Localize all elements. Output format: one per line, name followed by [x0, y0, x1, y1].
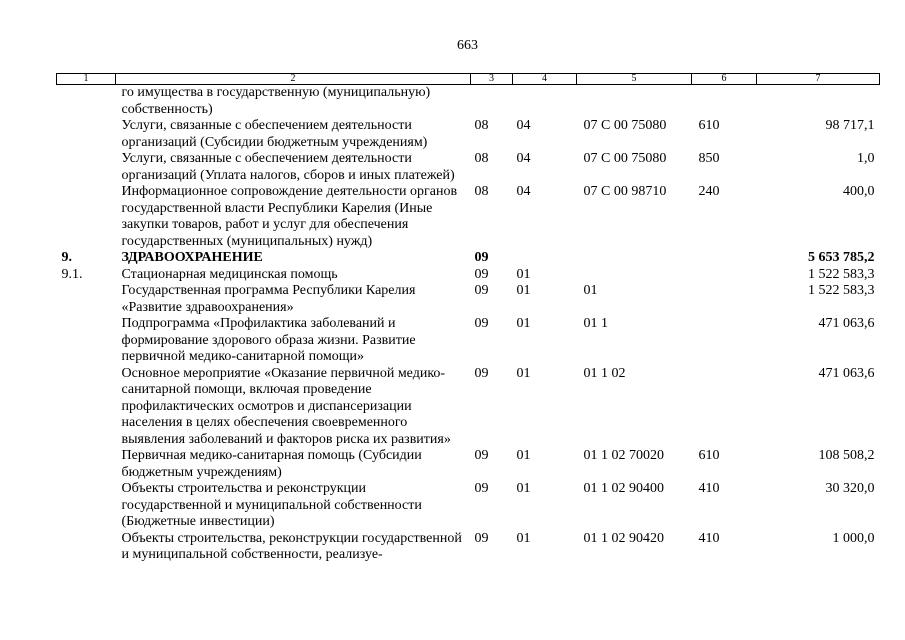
amount-cell: 471 063,6 [818, 316, 875, 331]
row-name-cell: Объекты строительства, реконструкции государственной и муниципальной собственности, реализуе- [121, 530, 462, 562]
subsection-code-cell: 04 [516, 118, 531, 133]
row-number-cell [57, 481, 116, 531]
row-number-cell [57, 184, 116, 250]
amount-cell: 400,0 [843, 184, 875, 199]
target-article-cell: 01 1 [583, 316, 608, 331]
row-name-cell: Информационное сопровождение деятельности органов государственной власти Республики Карелия (Иные закупки товаров, работ и услуг для обеспечения государственных (муниципальных) нужд) [121, 184, 458, 249]
subsection-code-cell: 01 [516, 365, 531, 381]
section-code-cell [471, 85, 513, 119]
row-name-cell: Государственная программа Республики Карелия «Развитие здравоохранения» [121, 283, 416, 315]
subsection-code-cell: 01 [516, 266, 531, 282]
target-article-cell: 07 С 00 75080 [583, 118, 667, 133]
amount-cell: 1,0 [857, 151, 875, 166]
section-code-cell: 09 [474, 250, 489, 265]
row-name-cell: го имущества в государственную (муниципальную) собственность) [121, 85, 431, 117]
table-row [57, 316, 880, 366]
row-number-cell: 9.1. [61, 266, 83, 282]
row-name-cell: Первичная медико-санитарная помощь (Субсидии бюджетным учреждениям) [121, 448, 422, 480]
expense-type-cell: 410 [698, 481, 720, 496]
subsection-code-cell: 01 [516, 316, 531, 331]
amount-cell: 471 063,6 [818, 365, 875, 381]
subsection-code-cell: 01 [516, 283, 531, 298]
amount-cell: 5 653 785,2 [808, 250, 875, 265]
section-code-cell: 09 [474, 530, 489, 546]
header-col-6: 6 [692, 74, 757, 85]
target-article-cell [577, 85, 692, 119]
row-number-cell [57, 366, 116, 449]
subsection-code-cell [513, 85, 577, 119]
table-body [57, 85, 880, 564]
section-code-cell: 09 [474, 316, 489, 331]
table-row [57, 448, 880, 481]
row-name-cell: Услуги, связанные с обеспечением деятельности организаций (Уплата налогов, сборов и иных платежей) [121, 151, 455, 183]
header-col-2: 2 [116, 74, 471, 85]
amount-cell: 1 000,0 [832, 530, 875, 546]
table-row [57, 283, 880, 316]
header-row [57, 74, 880, 85]
subsection-code-cell: 01 [516, 448, 531, 463]
row-name-cell: Стационарная медицинская помощь [121, 266, 338, 282]
row-number-cell [57, 448, 116, 481]
target-article-cell [577, 267, 692, 284]
subsection-code-cell: 01 [516, 530, 531, 546]
section-code-cell: 09 [474, 481, 489, 496]
target-article-cell: 07 С 00 98710 [583, 184, 667, 199]
expense-type-cell: 610 [698, 448, 720, 463]
expense-type-cell [692, 267, 757, 284]
expense-type-cell [692, 366, 757, 449]
subsection-code-cell: 04 [516, 184, 531, 199]
section-code-cell: 08 [474, 184, 489, 199]
amount-cell: 30 320,0 [825, 481, 875, 496]
row-number-cell [57, 85, 116, 119]
expense-type-cell: 850 [698, 151, 720, 166]
amount-cell: 98 717,1 [825, 118, 875, 133]
section-code-cell: 09 [474, 283, 489, 298]
table-row [57, 481, 880, 531]
table-row [57, 85, 880, 119]
section-code-cell: 08 [474, 151, 489, 166]
table-row [57, 531, 880, 564]
amount-cell: 1 522 583,3 [808, 283, 875, 298]
subsection-code-cell [513, 250, 577, 267]
row-name-cell: ЗДРАВООХРАНЕНИЕ [121, 250, 263, 265]
row-number-cell [57, 283, 116, 316]
table-row [57, 250, 880, 267]
table-row [57, 267, 880, 284]
expense-type-cell [692, 283, 757, 316]
row-name-cell: Подпрограмма «Профилактика заболеваний и формирование здорового образа жизни. Развитие первичной медико-санитарной помощи» [121, 316, 416, 364]
page-number: 663 [457, 38, 478, 53]
header-col-7: 7 [757, 74, 880, 85]
amount-cell [757, 85, 880, 119]
expense-type-cell: 240 [698, 184, 720, 199]
budget-table [56, 73, 880, 564]
expense-type-cell [692, 316, 757, 366]
row-number-cell [57, 316, 116, 366]
row-number-cell [57, 531, 116, 564]
row-number-cell: 9. [61, 250, 72, 265]
section-code-cell: 09 [474, 448, 489, 463]
row-number-cell [57, 151, 116, 184]
expense-type-cell: 410 [698, 530, 720, 546]
target-article-cell: 01 1 02 90400 [583, 481, 664, 496]
subsection-code-cell: 01 [516, 481, 531, 496]
amount-cell: 1 522 583,3 [808, 266, 875, 282]
target-article-cell: 01 1 02 90420 [583, 530, 664, 546]
header-col-4: 4 [513, 74, 577, 85]
table-row [57, 184, 880, 250]
header-col-1: 1 [57, 74, 116, 85]
table-row [57, 118, 880, 151]
section-code-cell: 09 [474, 365, 489, 381]
row-number-cell [57, 118, 116, 151]
section-code-cell: 08 [474, 118, 489, 133]
row-name-cell: Объекты строительства и реконструкции государственной и муниципальной собственности (Бюджетные инвестиции) [121, 481, 422, 529]
row-name-cell: Основное мероприятие «Оказание первичной медико-санитарной помощи, включая проведение профилактических осмотров и диспансеризации населения в целях обеспечения своевременного выявления заболеваний и факторов риска их развития» [121, 365, 451, 447]
expense-type-cell: 610 [698, 118, 720, 133]
header-col-3: 3 [471, 74, 513, 85]
expense-type-cell [692, 85, 757, 119]
table-header [57, 74, 880, 85]
section-code-cell: 09 [474, 266, 489, 282]
target-article-cell [577, 250, 692, 267]
table-row [57, 366, 880, 449]
amount-cell: 108 508,2 [818, 448, 875, 463]
header-col-5: 5 [577, 74, 692, 85]
expense-type-cell [692, 250, 757, 267]
target-article-cell: 01 [583, 283, 598, 298]
subsection-code-cell: 04 [516, 151, 531, 166]
target-article-cell: 07 С 00 75080 [583, 151, 667, 166]
target-article-cell: 01 1 02 [583, 365, 626, 381]
table-row [57, 151, 880, 184]
target-article-cell: 01 1 02 70020 [583, 448, 664, 463]
row-name-cell: Услуги, связанные с обеспечением деятельности организаций (Субсидии бюджетным учреждениям) [121, 118, 428, 150]
